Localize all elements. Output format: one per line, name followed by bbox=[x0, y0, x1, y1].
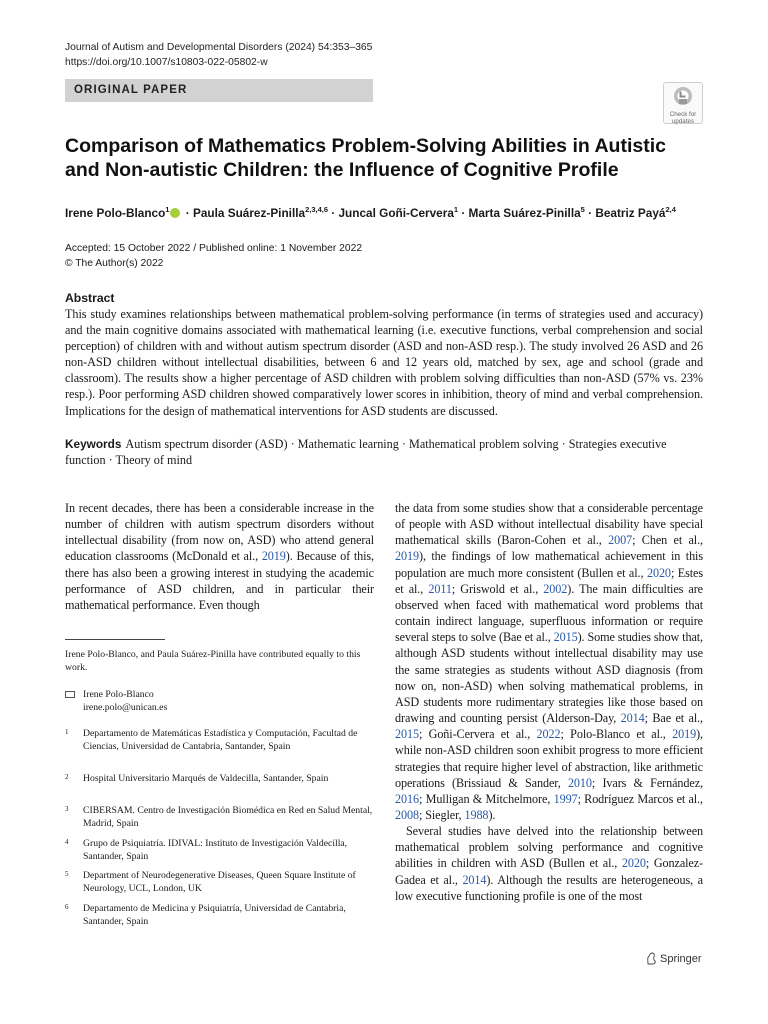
publisher-logo bbox=[645, 952, 702, 965]
orcid-icon[interactable] bbox=[170, 208, 180, 218]
citation-link[interactable]: 1997 bbox=[553, 791, 578, 806]
citation-link[interactable]: 2011 bbox=[428, 581, 452, 596]
author-separator: · bbox=[584, 205, 596, 220]
citation-link[interactable]: 2020 bbox=[621, 856, 646, 871]
body-text-run: ; Siegler, bbox=[418, 807, 465, 822]
author-list bbox=[65, 205, 676, 220]
footnote-rule bbox=[65, 639, 165, 640]
check-for-updates-badge[interactable] bbox=[663, 82, 703, 124]
journal-header bbox=[65, 41, 372, 70]
body-text-run: ; Gonzalez-Gadea et al., bbox=[395, 856, 703, 887]
affiliation-6 bbox=[65, 903, 374, 928]
citation-link[interactable]: 2008 bbox=[395, 807, 419, 822]
body-text-run: ; Rodríguez Marcos et al., bbox=[577, 791, 703, 806]
affiliation-text: Department of Neurodegenerative Diseases, Queen Square Institute of Neurology, UCL, London, UK bbox=[83, 870, 356, 894]
author-name[interactable]: Juncal Goñi-Cervera bbox=[338, 205, 454, 220]
keywords-text: Autism spectrum disorder (ASD) · Mathematic learning · Mathematical problem solving · Strategies executive function · Theory of mind bbox=[65, 437, 667, 468]
affiliation-number: 3 bbox=[65, 805, 69, 813]
author-affiliation-ref: 1 bbox=[453, 205, 459, 214]
affiliation-3 bbox=[65, 805, 374, 830]
author-name[interactable]: Irene Polo-Blanco bbox=[65, 205, 166, 220]
body-text-run: the data from some studies show that a considerable percentage of people with ASD without intellectual disability have special mathematical skills (Baron-Cohen et al., bbox=[395, 501, 703, 548]
citation-link[interactable]: 2002 bbox=[543, 581, 568, 596]
keywords-label: Keywords bbox=[65, 437, 122, 451]
body-text-run: In recent decades, there has been a considerable increase in the number of children with autism spectrum disorders without intellectual disability (from now on, ASD) who attend general education classrooms (McDonald et al., bbox=[65, 501, 374, 564]
affiliation-4 bbox=[65, 838, 374, 863]
citation-link[interactable]: 2015 bbox=[395, 727, 419, 742]
affiliation-number: 6 bbox=[65, 903, 69, 911]
abstract-heading: Abstract bbox=[65, 291, 115, 305]
abstract-text: This study examines relationships between mathematical problem-solving performance (in terms of strategies used and accuracy) and the main cognitive domains associated with mathematical learning (i.e. executive functions, verbal comprehension and social perception) of children with and without autism spectrum disorder (ASD and non-ASD resp.). The study involved 26 ASD and 26 non-ASD children without intellectual disabilities, between 6 and 12 years old, matched by sex, age and school (grade and classroom). The results show a higher percentage of ASD children with problem solving difficulties than non-ASD (57% vs. 23% resp.). Poor performing ASD children showed comparatively lower scores in inhibition, theory of mind and verbal comprehension. Implications for the design of mathematical interventions for ASD students are discussed. bbox=[65, 307, 703, 418]
journal-citation: Journal of Autism and Developmental Disorders (2024) 54:353–365 bbox=[65, 42, 373, 53]
author-separator: · bbox=[458, 205, 469, 220]
section-label: ORIGINAL PAPER bbox=[65, 79, 373, 102]
body-column-left bbox=[65, 500, 374, 613]
check-for-updates-icon bbox=[673, 86, 693, 106]
body-text-run: ; Chen et al., bbox=[632, 533, 703, 548]
publication-dates bbox=[65, 242, 362, 271]
citation-link[interactable]: 2019 bbox=[395, 549, 419, 564]
body-text-run: ; Griswold et al., bbox=[451, 581, 544, 596]
affiliation-text: Departamento de Matemáticas Estadística y Computación, Facultad de Ciencias, Universidad de Cantabria, Santander, Spain bbox=[83, 728, 358, 752]
citation-link[interactable]: 2022 bbox=[536, 727, 561, 742]
citation-link[interactable]: 2016 bbox=[395, 791, 419, 806]
citation-link[interactable]: 2014 bbox=[620, 711, 645, 726]
citation-link[interactable]: 2019 bbox=[261, 549, 286, 564]
body-text-run: ; Goñi-Cervera et al., bbox=[418, 727, 537, 742]
body-text-run: ; Ivars & Fernández, bbox=[591, 775, 703, 790]
affiliation-number: 4 bbox=[65, 838, 69, 846]
check-for-updates-line2: updates bbox=[671, 118, 695, 125]
affiliation-1 bbox=[65, 728, 374, 753]
contact-name: Irene Polo-Blanco bbox=[83, 689, 154, 700]
affiliation-text: Grupo de Psiquiatría. IDIVAL: Instituto de Investigación Valdecilla, Santander, Spain bbox=[83, 838, 348, 862]
affiliation-number: 5 bbox=[65, 870, 69, 878]
springer-horse-icon bbox=[645, 952, 657, 965]
body-text-run: ), the findings of low mathematical achievement in this population are much more consistent (Bullen et al., bbox=[395, 549, 703, 580]
body-text-run: ). Some studies show that, although ASD students without intellectual disability may use the same strategies as students without ASD diagnosis (from now on, non-ASD) when solving mathematical problems, in ASD students more rudimentary strategies like those based on drawing and counting persist (Alderson-Day, bbox=[395, 630, 703, 726]
citation-link[interactable]: 2014 bbox=[462, 872, 487, 887]
contact-email[interactable]: irene.polo@unican.es bbox=[83, 701, 168, 713]
check-for-updates-line1: Check for bbox=[669, 111, 697, 118]
body-text-run: Several studies have delved into the relationship between mathematical problem solving performance and cognitive abilities in children with ASD (Bullen et al., bbox=[395, 824, 703, 871]
author-name[interactable]: Paula Suárez-Pinilla bbox=[192, 205, 306, 220]
citation-link[interactable]: 2010 bbox=[567, 775, 592, 790]
citation-link[interactable]: 2007 bbox=[608, 533, 633, 548]
citation-link[interactable]: 2020 bbox=[646, 565, 671, 580]
author-name[interactable]: Beatriz Payá bbox=[595, 205, 666, 220]
doi-link[interactable]: https://doi.org/10.1007/s10803-022-05802-w bbox=[65, 56, 268, 68]
affiliation-number: 1 bbox=[65, 728, 69, 736]
body-column-right bbox=[395, 500, 703, 904]
affiliation-text: Hospital Universitario Marqués de Valdecilla, Santander, Spain bbox=[83, 773, 329, 784]
author-separator: · bbox=[328, 205, 339, 220]
author-name[interactable]: Marta Suárez-Pinilla bbox=[468, 205, 581, 220]
body-paragraph bbox=[395, 823, 703, 904]
body-text-run: ; Estes et al., bbox=[395, 565, 703, 596]
author-affiliation-ref: 2,3,4,6 bbox=[305, 205, 329, 214]
citation-link[interactable]: 1988 bbox=[464, 807, 489, 822]
author-affiliation-ref: 2,4 bbox=[665, 205, 676, 214]
body-text-run: ; Polo-Blanco et al., bbox=[560, 727, 673, 742]
affiliation-text: Departamento de Medicina y Psiquiatría, Universidad de Cantabria, Santander, Spain bbox=[83, 903, 346, 927]
equal-contribution-note: Irene Polo-Blanco, and Paula Suárez-Pinilla have contributed equally to this work. bbox=[65, 649, 361, 673]
body-text-run: ). The main difficulties are observed when faced with mathematical word problems that contain indirect language, superfluous information or require several steps to solve (Bae et al., bbox=[395, 581, 703, 645]
paper-title: Comparison of Mathematics Problem-Solving Abilities in Autistic and Non-autistic Children: the Influence of Cognitive Profile bbox=[65, 135, 666, 181]
accepted-published-date: Accepted: 15 October 2022 / Published online: 1 November 2022 bbox=[65, 243, 363, 254]
affiliation-5 bbox=[65, 870, 374, 895]
body-paragraph bbox=[395, 500, 703, 823]
citation-link[interactable]: 2019 bbox=[672, 727, 697, 742]
affiliation-number: 2 bbox=[65, 773, 69, 781]
body-text-run: ), while non-ASD children soon exhibit progress to more efficient strategies that require higher level of abstraction, like arithmetic operations (Brissiaud & Sander, bbox=[395, 727, 703, 790]
affiliation-2 bbox=[65, 773, 374, 786]
author-affiliation-ref: 1 bbox=[165, 205, 170, 214]
corresponding-author bbox=[65, 689, 374, 714]
citation-link[interactable]: 2015 bbox=[553, 630, 578, 645]
body-text-run: ; Bae et al., bbox=[644, 711, 703, 726]
publisher-name: Springer bbox=[660, 953, 702, 965]
author-separator: · bbox=[182, 205, 193, 220]
body-text-run: ). bbox=[488, 807, 496, 822]
author-affiliation-ref: 5 bbox=[580, 205, 585, 214]
body-text-run: ). Although the results are heterogeneous, a low executive functioning profile is one of the most bbox=[395, 872, 703, 903]
body-text-run: ; Mulligan & Mitchelmore, bbox=[418, 791, 554, 806]
affiliation-text: CIBERSAM. Centro de Investigación Biomédica en Red en Salud Mental, Madrid, Spain bbox=[83, 805, 373, 829]
envelope-icon bbox=[65, 691, 75, 698]
keywords bbox=[65, 436, 703, 469]
copyright-notice: © The Author(s) 2022 bbox=[65, 257, 164, 269]
body-text-run: ). Because of this, there has also been a growing interest in studying the academic performance of ASD children, and in particular their mathematical performance. Even though bbox=[65, 549, 374, 612]
